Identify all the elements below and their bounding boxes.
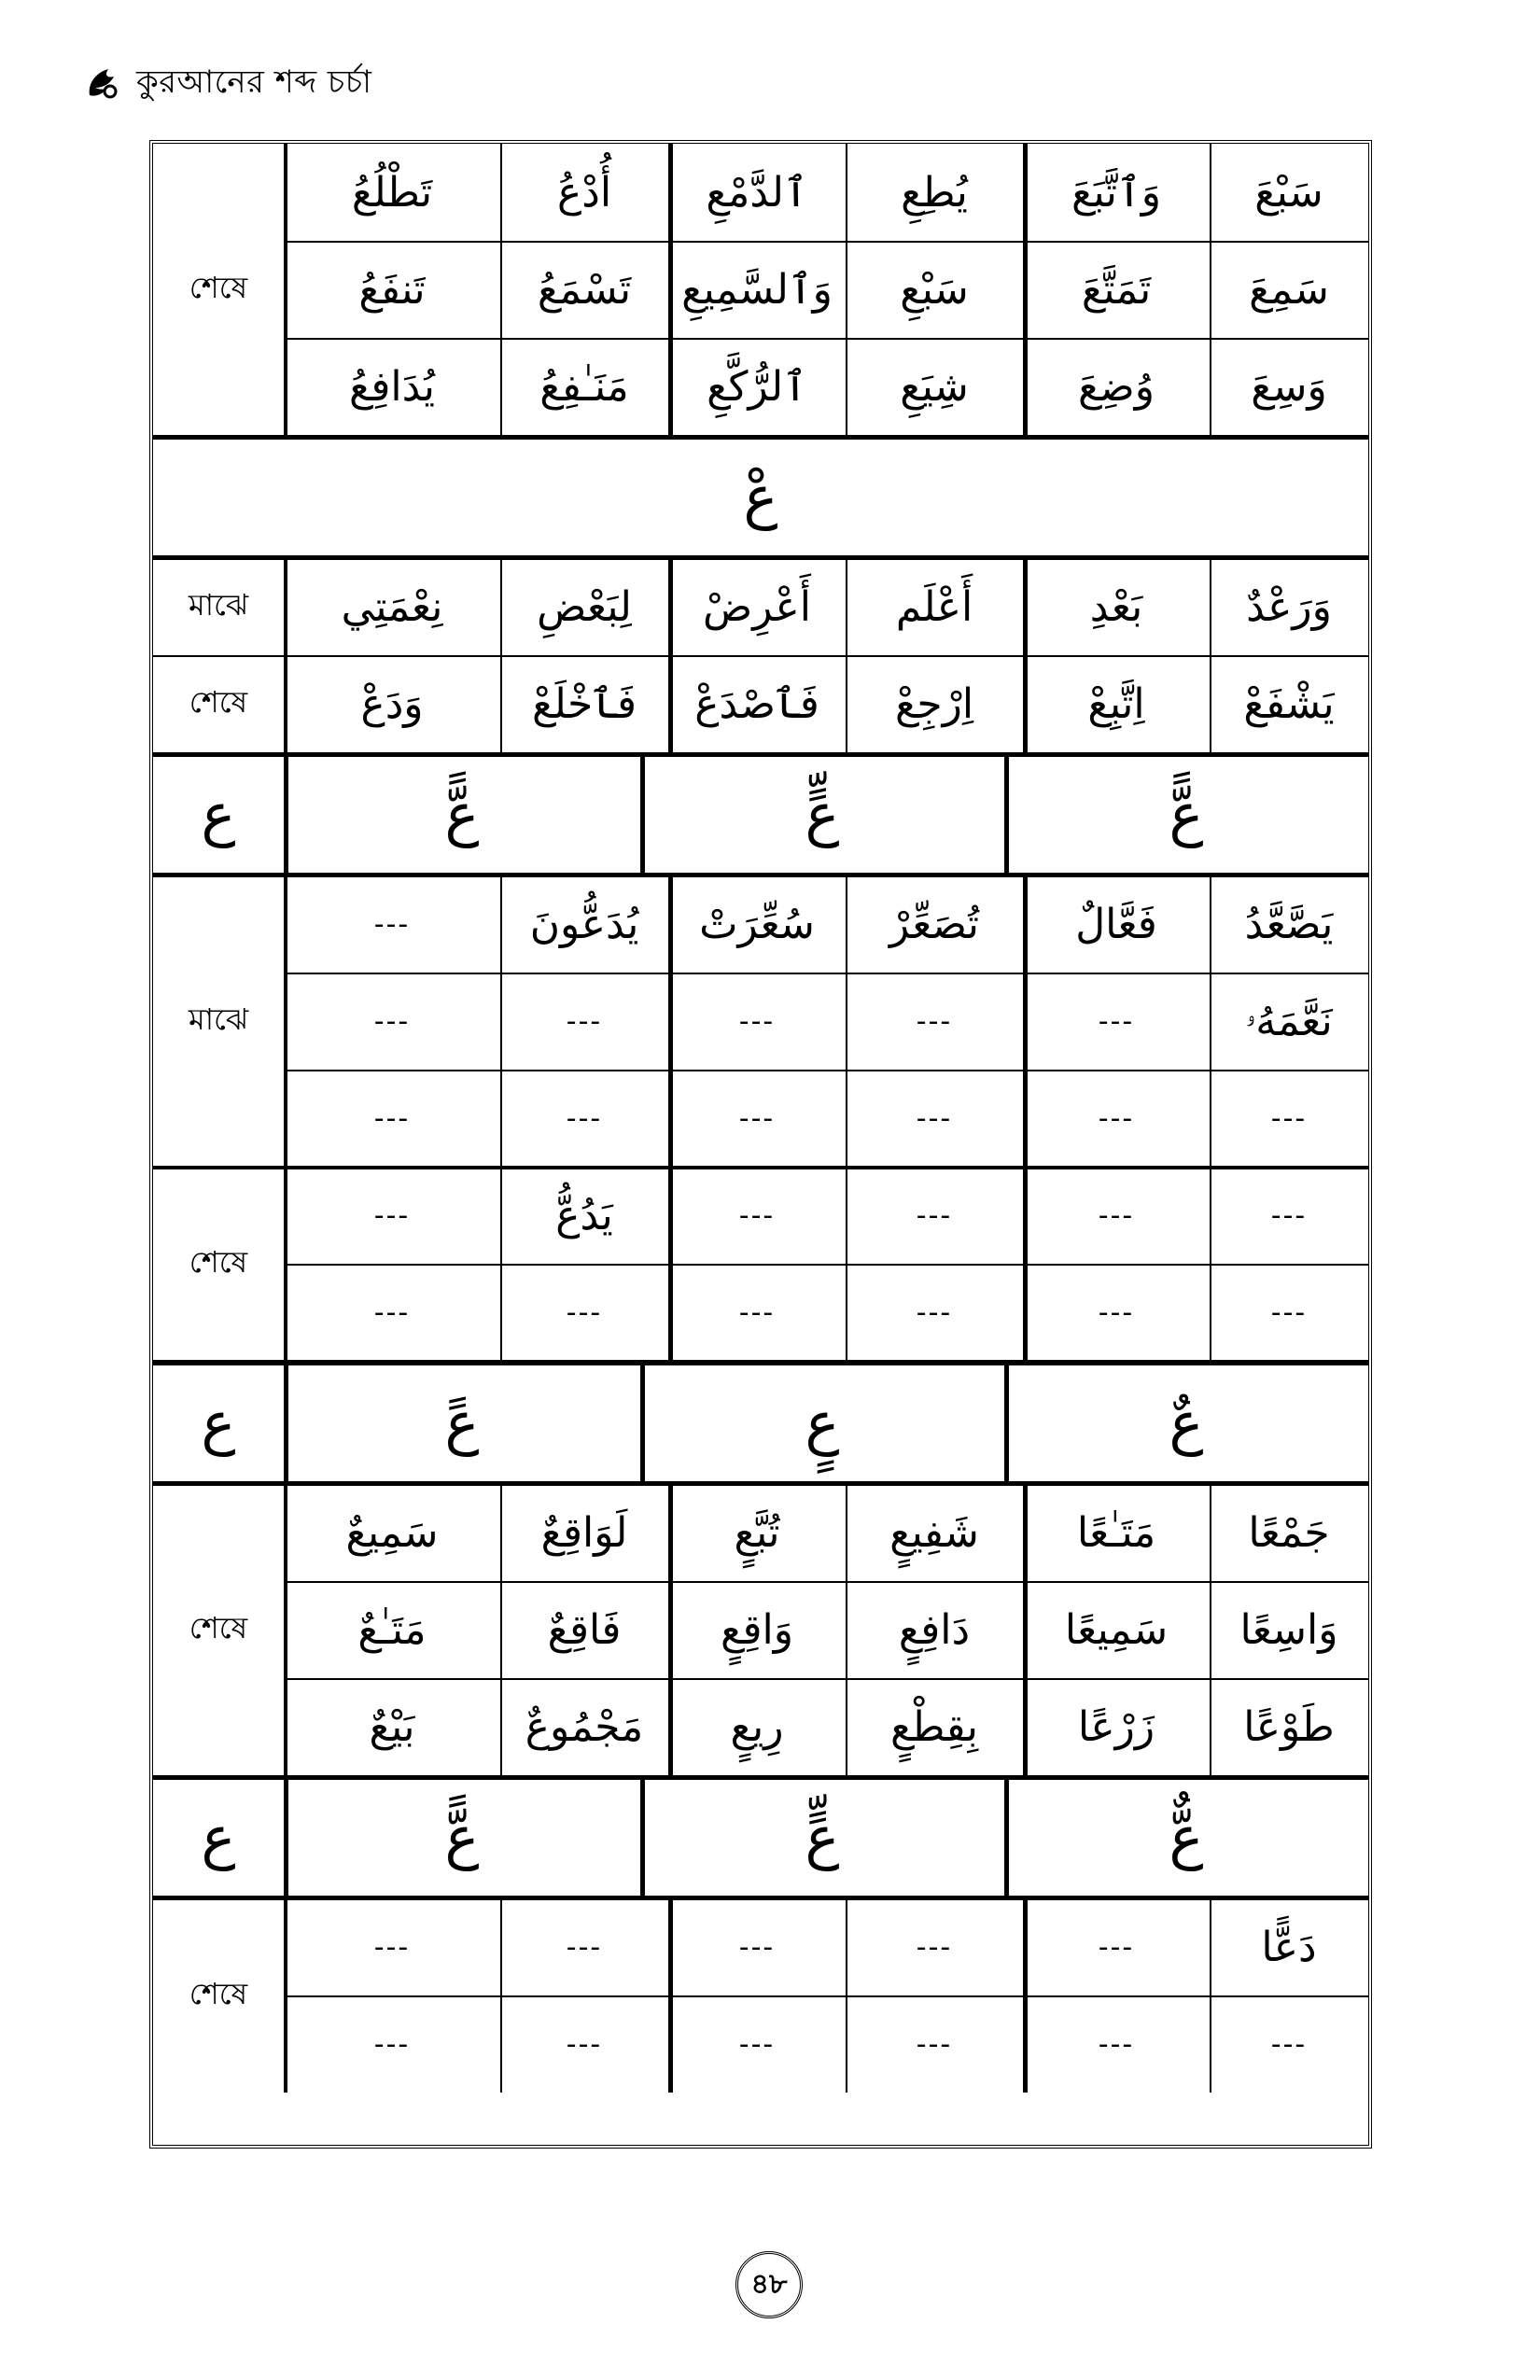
word-cell: --- xyxy=(1098,1930,1135,1964)
quill-icon xyxy=(82,63,123,105)
word-cell: --- xyxy=(1270,1198,1308,1232)
banner-harakat-letter: عًّ xyxy=(444,1802,480,1871)
column-divider xyxy=(846,1167,847,1361)
column-divider xyxy=(1210,144,1211,435)
row-label: শেষে xyxy=(189,684,248,720)
page-header xyxy=(82,56,371,112)
banner-base-letter: ع xyxy=(201,1388,236,1457)
word-cell: فَاقِعٌ xyxy=(547,1605,622,1654)
column-divider xyxy=(1210,558,1211,752)
column-divider xyxy=(668,875,673,1167)
word-cell: --- xyxy=(373,1295,411,1329)
column-divider xyxy=(284,558,287,752)
word-cell: لَوَاقِعٌ xyxy=(540,1508,628,1557)
row-divider xyxy=(153,655,1368,657)
word-cell: --- xyxy=(738,1004,776,1038)
word-cell: سَمِعَ xyxy=(1249,265,1329,314)
column-divider xyxy=(500,558,502,752)
word-cell: --- xyxy=(566,1295,603,1329)
word-cell: يَشْفَعْ xyxy=(1243,679,1335,728)
word-cell: تَنفَعُ xyxy=(358,265,426,314)
row-label: শেষে xyxy=(189,270,248,305)
word-cell: --- xyxy=(916,1004,953,1038)
word-cell: زَرْعًا xyxy=(1077,1702,1155,1751)
word-cell: --- xyxy=(373,907,411,941)
column-divider xyxy=(668,1167,673,1361)
word-cell: --- xyxy=(373,1930,411,1964)
row-label: মাঝে xyxy=(188,587,249,623)
word-cell: سُعِّرَتْ xyxy=(699,900,815,948)
word-cell: --- xyxy=(916,2027,953,2061)
column-divider xyxy=(1023,1898,1028,2093)
word-cell: مَتَـٰعٌ xyxy=(357,1605,427,1654)
row-divider xyxy=(284,1995,1368,1997)
word-cell: اِتَّبِعْ xyxy=(1087,679,1145,728)
word-cell: نَعَّمَهُۥ xyxy=(1245,997,1333,1045)
word-cell: بِقِطْعٍ xyxy=(890,1702,979,1751)
column-divider xyxy=(668,1898,673,2093)
column-divider xyxy=(500,1167,502,1361)
column-divider xyxy=(1004,1361,1009,1484)
banner-base-letter: ع xyxy=(201,1802,236,1871)
banner-harakat-letter: عٍّ xyxy=(805,779,840,848)
word-cell: --- xyxy=(738,1101,776,1135)
word-cell: يُدَافِعُ xyxy=(348,362,436,411)
word-cell: --- xyxy=(916,1295,953,1329)
column-divider xyxy=(640,1361,645,1484)
word-cell: --- xyxy=(566,1101,603,1135)
column-divider xyxy=(846,875,847,1167)
word-cell: --- xyxy=(1270,1295,1308,1329)
column-divider xyxy=(846,1484,847,1775)
column-divider xyxy=(1210,1484,1211,1775)
column-divider xyxy=(284,1775,288,1898)
word-cell: --- xyxy=(1098,1198,1135,1232)
banner-base-letter: ع xyxy=(201,779,236,848)
column-divider xyxy=(284,875,287,1167)
column-divider xyxy=(1004,752,1009,875)
word-cell: فَٱصْدَعْ xyxy=(694,679,819,728)
column-divider xyxy=(1210,1167,1211,1361)
column-divider xyxy=(846,1898,847,2093)
column-divider xyxy=(1210,875,1211,1167)
word-cell: أَعْلَم xyxy=(895,582,973,631)
word-cell: نِعْمَتِي xyxy=(341,582,443,631)
column-divider xyxy=(1023,558,1028,752)
word-cell: بَيْعٌ xyxy=(369,1702,415,1751)
banner-harakat-letter: عٌ xyxy=(1169,1388,1204,1457)
word-cell: تَطْلُعُ xyxy=(351,168,433,217)
word-cell: --- xyxy=(916,1198,953,1232)
column-divider xyxy=(640,752,645,875)
row-label: শেষে xyxy=(189,1244,248,1280)
book-title: কুরআনের শব্দ চর্চা xyxy=(136,63,372,101)
word-cell: دَعًّا xyxy=(1261,1923,1317,1971)
row-divider xyxy=(284,241,1368,243)
word-cell: --- xyxy=(566,1004,603,1038)
word-cell: بَعْدِ xyxy=(1089,582,1143,631)
column-divider xyxy=(1023,1167,1028,1361)
column-divider xyxy=(640,1775,645,1898)
word-cell: مَنَـٰفِعُ xyxy=(539,362,629,411)
row-divider xyxy=(284,1264,1368,1266)
word-cell: --- xyxy=(566,2027,603,2061)
word-cell: أَعْرِضْ xyxy=(703,582,811,631)
word-cell: --- xyxy=(1270,1101,1308,1135)
column-divider xyxy=(668,558,673,752)
word-cell: يُطِعِ xyxy=(901,168,968,217)
word-cell: --- xyxy=(916,1930,953,1964)
page-number-badge xyxy=(728,2244,810,2326)
word-cell: وُضِعَ xyxy=(1077,362,1155,411)
word-cell: لِبَعْضِ xyxy=(537,582,632,631)
banner-harakat-letter: عًّ xyxy=(444,779,480,848)
word-cell: ٱلرُّكَّعِ xyxy=(707,362,807,411)
column-divider xyxy=(1210,1898,1211,2093)
banner-harakat-letter: عً xyxy=(444,1388,480,1457)
word-cell: يَصَّعَّدُ xyxy=(1244,900,1334,948)
word-cell: --- xyxy=(373,1004,411,1038)
word-cell: وَاسِعًا xyxy=(1239,1605,1338,1654)
word-cell: ٱلدَّمْعِ xyxy=(706,168,808,217)
word-cell: وَسِعَ xyxy=(1251,362,1327,411)
word-cell: سَمِيعًا xyxy=(1064,1605,1169,1654)
column-divider xyxy=(1004,1775,1009,1898)
banner-harakat-letter: عٍ xyxy=(805,1388,840,1457)
column-divider xyxy=(846,144,847,435)
column-divider xyxy=(284,144,287,435)
row-divider xyxy=(284,1678,1368,1680)
word-cell: تُبَّعٍ xyxy=(734,1508,780,1557)
word-cell: --- xyxy=(738,2027,776,2061)
word-cell: سَبْعِ xyxy=(900,265,969,314)
column-divider xyxy=(1023,875,1028,1167)
word-cell: --- xyxy=(1270,2027,1308,2061)
word-cell: تَمَتَّعَ xyxy=(1081,265,1152,314)
word-cell: --- xyxy=(373,1198,411,1232)
word-cell: اِرْجِعْ xyxy=(894,679,974,728)
word-cell: وَاقِعٍ xyxy=(721,1605,793,1654)
word-cell: --- xyxy=(373,2027,411,2061)
column-divider xyxy=(284,1167,287,1361)
word-cell: فَعَّالٌ xyxy=(1075,900,1157,948)
word-cell: --- xyxy=(1098,2027,1135,2061)
word-cell: وَدَعْ xyxy=(360,679,424,728)
word-cell: شِيَعِ xyxy=(900,362,969,411)
word-cell: سَمِيعٌ xyxy=(345,1508,439,1557)
row-label: শেষে xyxy=(189,1976,248,2011)
banner-letter: عْ xyxy=(743,462,778,531)
word-cell: مَتَـٰعًا xyxy=(1076,1508,1156,1557)
column-divider xyxy=(284,1361,288,1484)
word-cell: مَجْمُوعٌ xyxy=(525,1702,644,1751)
word-cell: تَسْمَعُ xyxy=(537,265,632,314)
row-divider xyxy=(284,1070,1368,1071)
row-label: শেষে xyxy=(189,1610,248,1645)
column-divider xyxy=(668,1484,673,1775)
word-cell: --- xyxy=(1098,1295,1135,1329)
word-cell: --- xyxy=(1098,1004,1135,1038)
word-cell: وَٱتَّبَعَ xyxy=(1071,168,1161,217)
word-cell: --- xyxy=(1098,1101,1135,1135)
column-divider xyxy=(668,144,673,435)
row-divider xyxy=(284,1581,1368,1583)
column-divider xyxy=(284,752,288,875)
row-label: মাঝে xyxy=(188,1001,249,1037)
word-cell: --- xyxy=(373,1101,411,1135)
word-cell: أُدْعُ xyxy=(556,168,612,217)
column-divider xyxy=(500,1484,502,1775)
banner-harakat-letter: عٌّ xyxy=(1169,1802,1204,1871)
column-divider xyxy=(284,1484,287,1775)
word-cell: --- xyxy=(738,1198,776,1232)
word-cell: --- xyxy=(738,1930,776,1964)
word-cell: طَوْعًا xyxy=(1243,1702,1335,1751)
column-divider xyxy=(500,1898,502,2093)
column-divider xyxy=(846,558,847,752)
word-cell: --- xyxy=(738,1295,776,1329)
column-divider xyxy=(500,875,502,1167)
word-cell: جَمْعًا xyxy=(1248,1508,1330,1557)
page-number: ৪৮ xyxy=(750,2267,788,2301)
word-cell: دَافِعٍ xyxy=(898,1605,971,1654)
word-cell: تُصَعِّرْ xyxy=(889,900,979,948)
row-divider xyxy=(284,338,1368,340)
column-divider xyxy=(500,144,502,435)
word-table xyxy=(149,140,1372,2149)
banner-harakat-letter: عًّ xyxy=(1169,779,1204,848)
word-cell: وَٱلسَّمِيعِ xyxy=(681,265,833,314)
word-cell: --- xyxy=(566,1930,603,1964)
row-divider xyxy=(284,973,1368,974)
word-cell: يُدَعُّونَ xyxy=(529,900,639,948)
column-divider xyxy=(284,1898,287,2093)
word-cell: شَفِيعٍ xyxy=(889,1508,979,1557)
word-cell: --- xyxy=(916,1101,953,1135)
word-cell: يَدُعُّ xyxy=(555,1191,613,1239)
column-divider xyxy=(1023,144,1028,435)
word-cell: فَٱخْلَعْ xyxy=(532,679,637,728)
column-divider xyxy=(1023,1484,1028,1775)
word-cell: وَرَعْدٌ xyxy=(1246,582,1332,631)
word-cell: رِيعٍ xyxy=(730,1702,784,1751)
banner-harakat-letter: عٍّ xyxy=(805,1802,840,1871)
word-cell: سَبْعَ xyxy=(1254,168,1323,217)
